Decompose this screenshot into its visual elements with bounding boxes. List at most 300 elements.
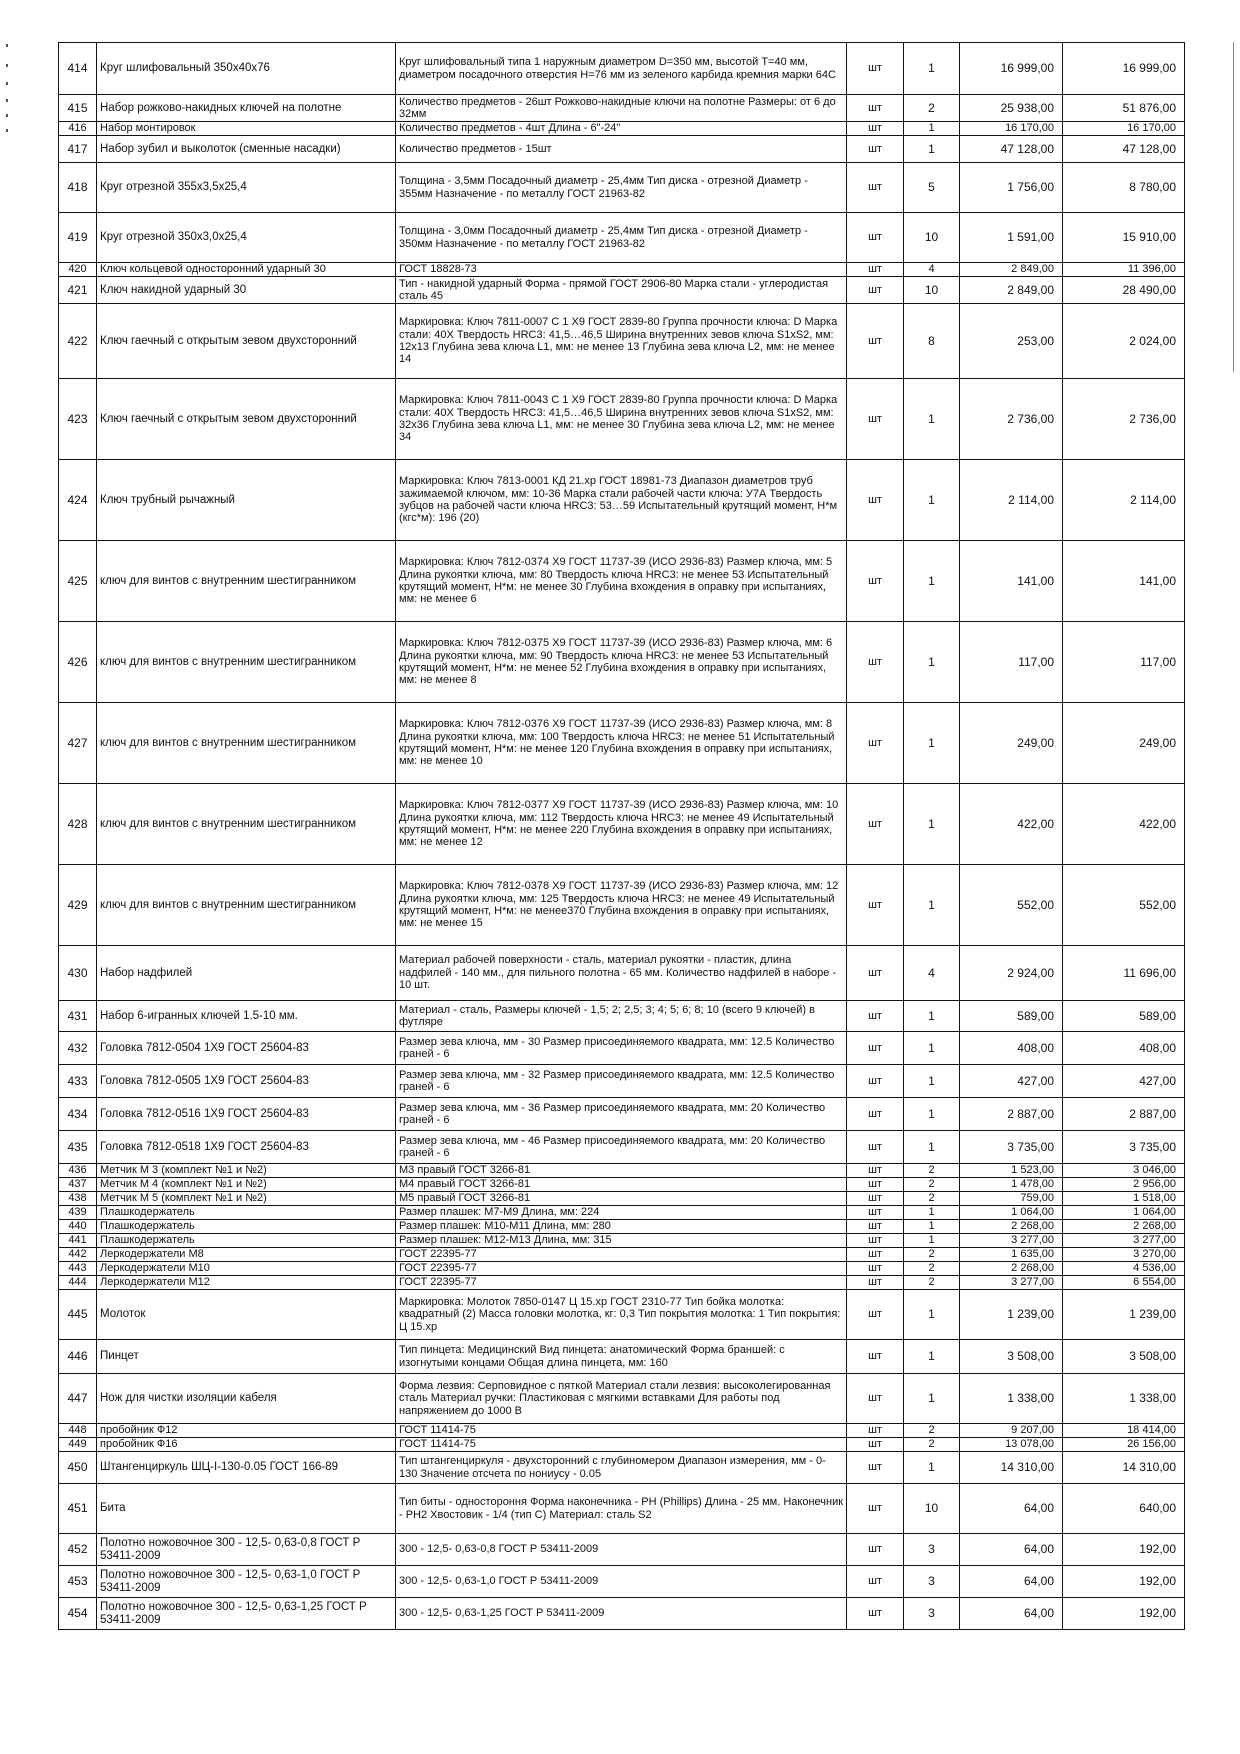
table-row xyxy=(59,163,1185,213)
row-number: 419 xyxy=(59,213,97,263)
quantity: 1 xyxy=(904,1098,960,1131)
unit-of-measure: шт xyxy=(847,1192,904,1206)
unit-of-measure: шт xyxy=(847,1178,904,1192)
unit-price: 1 523,00 xyxy=(960,1164,1063,1178)
item-name: Метчик М 4 (комплект №1 и №2) xyxy=(97,1178,396,1192)
item-description: Размер зева ключа, мм - 32 Размер присоединяемого квадрата, мм: 12.5 Количество граней - 6 xyxy=(396,1065,847,1098)
item-name: Круг шлифовальный 350х40х76 xyxy=(97,43,396,95)
item-name: Штангенциркуль ШЦ-I-130-0.05 ГОСТ 166-89 xyxy=(97,1452,396,1484)
line-total: 26 156,00 xyxy=(1063,1438,1185,1452)
unit-of-measure: шт xyxy=(847,213,904,263)
line-total: 1 338,00 xyxy=(1063,1374,1185,1424)
unit-price: 3 277,00 xyxy=(960,1276,1063,1290)
table-row xyxy=(59,1065,1185,1098)
line-total: 15 910,00 xyxy=(1063,213,1185,263)
table-row xyxy=(59,1276,1185,1290)
item-name: Плашкодержатель xyxy=(97,1206,396,1220)
item-name: Метчик М 5 (комплект №1 и №2) xyxy=(97,1192,396,1206)
line-total: 117,00 xyxy=(1063,622,1185,703)
item-description: Круг шлифовальный типа 1 наружным диаметром D=350 мм, высотой T=40 мм, диаметром посадочного отверстия H=76 мм из зеленого карбида кремния марки 64С xyxy=(396,43,847,95)
item-description: Маркировка: Ключ 7812-0376 Х9 ГОСТ 11737-39 (ИСО 2936-83) Размер ключа, мм: 8 Длина рукоятки ключа, мм: 100 Твердость ключа HRC3: не менее 51 Испытательный крутящий момент, Н*м: не менее 120 Глубина вхождения в оправку при испытаниях, мм: не менее 10 xyxy=(396,703,847,784)
quantity: 1 xyxy=(904,43,960,95)
unit-price: 2 887,00 xyxy=(960,1098,1063,1131)
unit-price: 1 239,00 xyxy=(960,1290,1063,1340)
row-number: 431 xyxy=(59,1001,97,1032)
item-name: ключ для винтов с внутренним шестигранником xyxy=(97,784,396,865)
unit-price: 1 064,00 xyxy=(960,1206,1063,1220)
line-total: 3 270,00 xyxy=(1063,1248,1185,1262)
unit-of-measure: шт xyxy=(847,1206,904,1220)
unit-price: 64,00 xyxy=(960,1484,1063,1534)
unit-price: 2 924,00 xyxy=(960,946,1063,1001)
quantity: 2 xyxy=(904,1192,960,1206)
line-total: 18 414,00 xyxy=(1063,1424,1185,1438)
quantity: 1 xyxy=(904,460,960,541)
row-number: 451 xyxy=(59,1484,97,1534)
table-row xyxy=(59,1534,1185,1566)
item-description: Маркировка: Ключ 7812-0374 Х9 ГОСТ 11737-39 (ИСО 2936-83) Размер ключа, мм: 5 Длина рукоятки ключа, мм: 80 Твердость ключа HRC3: не менее 53 Испытательный крутящий момент, Н*м: не менее 30 Глубина вхождения в оправку при испытаниях, мм: не менее 6 xyxy=(396,541,847,622)
unit-price: 2 268,00 xyxy=(960,1220,1063,1234)
quantity: 1 xyxy=(904,1452,960,1484)
line-total: 1 518,00 xyxy=(1063,1192,1185,1206)
item-description: Размер плашек: М10-М11 Длина, мм: 280 xyxy=(396,1220,847,1234)
item-description: М4 правый ГОСТ 3266-81 xyxy=(396,1178,847,1192)
quantity: 1 xyxy=(904,1065,960,1098)
row-number: 435 xyxy=(59,1131,97,1164)
unit-price: 25 938,00 xyxy=(960,95,1063,122)
unit-of-measure: шт xyxy=(847,1131,904,1164)
unit-price: 13 078,00 xyxy=(960,1438,1063,1452)
quantity: 3 xyxy=(904,1566,960,1598)
item-name: Плашкодержатель xyxy=(97,1234,396,1248)
row-number: 445 xyxy=(59,1290,97,1340)
item-description: ГОСТ 22395-77 xyxy=(396,1276,847,1290)
item-description: ГОСТ 11414-75 xyxy=(396,1438,847,1452)
unit-of-measure: шт xyxy=(847,1374,904,1424)
item-name: Плашкодержатель xyxy=(97,1220,396,1234)
table-row xyxy=(59,460,1185,541)
item-name: Набор монтировок xyxy=(97,122,396,136)
table-row xyxy=(59,703,1185,784)
line-total: 2 887,00 xyxy=(1063,1098,1185,1131)
line-total: 47 128,00 xyxy=(1063,136,1185,163)
item-name: Набор рожково-накидных ключей на полотне xyxy=(97,95,396,122)
table-row xyxy=(59,213,1185,263)
item-description: Тип биты - одностороння Форма наконечника - PH (Phillips) Длина - 25 мм. Наконечник - PH2 Хвостовик - 1/4 (тип C) Материал: сталь S2 xyxy=(396,1484,847,1534)
quantity: 3 xyxy=(904,1534,960,1566)
table-row xyxy=(59,1131,1185,1164)
table-row xyxy=(59,946,1185,1001)
scan-edge-line xyxy=(1233,42,1234,372)
item-name: Нож для чистки изоляции кабеля xyxy=(97,1374,396,1424)
row-number: 420 xyxy=(59,263,97,277)
quantity: 3 xyxy=(904,1598,960,1630)
table-row xyxy=(59,43,1185,95)
unit-of-measure: шт xyxy=(847,460,904,541)
row-number: 425 xyxy=(59,541,97,622)
line-total: 589,00 xyxy=(1063,1001,1185,1032)
unit-price: 2 114,00 xyxy=(960,460,1063,541)
quantity: 4 xyxy=(904,946,960,1001)
unit-price: 427,00 xyxy=(960,1065,1063,1098)
item-name: Набор 6-игранных ключей 1.5-10 мм. xyxy=(97,1001,396,1032)
item-name: Полотно ножовочное 300 - 12,5- 0,63-1,25 ГОСТ Р 53411-2009 xyxy=(97,1598,396,1630)
quantity: 1 xyxy=(904,784,960,865)
line-total: 11 396,00 xyxy=(1063,263,1185,277)
line-total: 51 876,00 xyxy=(1063,95,1185,122)
unit-price: 16 170,00 xyxy=(960,122,1063,136)
line-total: 1 239,00 xyxy=(1063,1290,1185,1340)
row-number: 449 xyxy=(59,1438,97,1452)
line-total: 3 277,00 xyxy=(1063,1234,1185,1248)
unit-of-measure: шт xyxy=(847,163,904,213)
quantity: 10 xyxy=(904,277,960,304)
unit-price: 64,00 xyxy=(960,1566,1063,1598)
item-description: Размер зева ключа, мм - 46 Размер присоединяемого квадрата, мм: 20 Количество граней - 6 xyxy=(396,1131,847,1164)
item-name: Головка 7812-0505 1Х9 ГОСТ 25604-83 xyxy=(97,1065,396,1098)
quantity: 1 xyxy=(904,136,960,163)
line-total: 3 046,00 xyxy=(1063,1164,1185,1178)
item-name: Леркодержатели М10 xyxy=(97,1262,396,1276)
item-name: Ключ кольцевой односторонний ударный 30 xyxy=(97,263,396,277)
scan-artifact xyxy=(6,44,10,144)
table-row xyxy=(59,1001,1185,1032)
line-total: 6 554,00 xyxy=(1063,1276,1185,1290)
table-row xyxy=(59,122,1185,136)
quantity: 10 xyxy=(904,1484,960,1534)
quantity: 8 xyxy=(904,304,960,379)
item-description: Материал рабочей поверхности - сталь, материал рукоятки - пластик, длина надфилей - 140 мм., для пильного полотна - 65 мм. Количество надфилей в наборе - 10 шт. xyxy=(396,946,847,1001)
row-number: 436 xyxy=(59,1164,97,1178)
table-row xyxy=(59,304,1185,379)
quantity: 1 xyxy=(904,703,960,784)
row-number: 414 xyxy=(59,43,97,95)
quantity: 1 xyxy=(904,1374,960,1424)
unit-price: 1 478,00 xyxy=(960,1178,1063,1192)
item-name: Леркодержатели М12 xyxy=(97,1276,396,1290)
unit-price: 1 635,00 xyxy=(960,1248,1063,1262)
row-number: 434 xyxy=(59,1098,97,1131)
item-name: Ключ гаечный с открытым зевом двухсторонний xyxy=(97,379,396,460)
item-name: Ключ накидной ударный 30 xyxy=(97,277,396,304)
table-row xyxy=(59,622,1185,703)
row-number: 437 xyxy=(59,1178,97,1192)
table-row xyxy=(59,1484,1185,1534)
unit-price: 64,00 xyxy=(960,1534,1063,1566)
unit-of-measure: шт xyxy=(847,1566,904,1598)
item-description: ГОСТ 11414-75 xyxy=(396,1424,847,1438)
item-name: Леркодержатели М8 xyxy=(97,1248,396,1262)
row-number: 442 xyxy=(59,1248,97,1262)
line-total: 2 268,00 xyxy=(1063,1220,1185,1234)
row-number: 432 xyxy=(59,1032,97,1065)
item-description: Материал - сталь, Размеры ключей - 1,5; 2; 2,5; 3; 4; 5; 6; 8; 10 (всего 9 ключей) в футляре xyxy=(396,1001,847,1032)
item-description: Количество предметов - 26шт Рожково-накидные ключи на полотне Размеры: от 6 до 32мм xyxy=(396,95,847,122)
unit-of-measure: шт xyxy=(847,1484,904,1534)
unit-price: 249,00 xyxy=(960,703,1063,784)
row-number: 418 xyxy=(59,163,97,213)
line-total: 14 310,00 xyxy=(1063,1452,1185,1484)
line-total: 422,00 xyxy=(1063,784,1185,865)
line-total: 1 064,00 xyxy=(1063,1206,1185,1220)
unit-price: 422,00 xyxy=(960,784,1063,865)
row-number: 427 xyxy=(59,703,97,784)
item-description: Размер плашек: М7-М9 Длина, мм: 224 xyxy=(396,1206,847,1220)
table-row xyxy=(59,1164,1185,1178)
row-number: 433 xyxy=(59,1065,97,1098)
unit-of-measure: шт xyxy=(847,43,904,95)
unit-of-measure: шт xyxy=(847,1276,904,1290)
item-description: М5 правый ГОСТ 3266-81 xyxy=(396,1192,847,1206)
item-description: Маркировка: Ключ 7811-0007 С 1 Х9 ГОСТ 2839-80 Группа прочности ключа: D Марка стали: 40Х Твердость HRC3: 41,5…46,5 Ширина внутренних зевов ключа S1хS2, мм: 12х13 Глубина зева ключа L1, мм: не менее 13 Глубина зева ключа L2, мм: не менее 14 xyxy=(396,304,847,379)
quantity: 2 xyxy=(904,1438,960,1452)
row-number: 428 xyxy=(59,784,97,865)
unit-price: 589,00 xyxy=(960,1001,1063,1032)
item-description: ГОСТ 22395-77 xyxy=(396,1262,847,1276)
row-number: 429 xyxy=(59,865,97,946)
quantity: 1 xyxy=(904,1001,960,1032)
unit-of-measure: шт xyxy=(847,1234,904,1248)
item-description: Маркировка: Ключ 7813-0001 КД 21.хр ГОСТ 18981-73 Диапазон диаметров труб зажимаемой ключом, мм: 10-36 Марка стали рабочей части ключа: У7А Твердость зубцов на рабочей части ключа HRC3: 53…59 Испытательный крутящий момент, Н*м (кгс*м): 196 (20) xyxy=(396,460,847,541)
item-name: Головка 7812-0518 1Х9 ГОСТ 25604-83 xyxy=(97,1131,396,1164)
quantity: 1 xyxy=(904,1206,960,1220)
unit-price: 2 736,00 xyxy=(960,379,1063,460)
table-row xyxy=(59,1438,1185,1452)
unit-of-measure: шт xyxy=(847,122,904,136)
quantity: 1 xyxy=(904,1032,960,1065)
table-row xyxy=(59,1262,1185,1276)
line-total: 16 999,00 xyxy=(1063,43,1185,95)
unit-of-measure: шт xyxy=(847,1065,904,1098)
unit-of-measure: шт xyxy=(847,1164,904,1178)
unit-of-measure: шт xyxy=(847,1098,904,1131)
item-description: Толщина - 3,5мм Посадочный диаметр - 25,4мм Тип диска - отрезной Диаметр - 355мм Назначение - по металлу ГОСТ 21963-82 xyxy=(396,163,847,213)
line-total: 3 508,00 xyxy=(1063,1340,1185,1374)
quantity: 1 xyxy=(904,1290,960,1340)
unit-price: 3 277,00 xyxy=(960,1234,1063,1248)
unit-price: 2 268,00 xyxy=(960,1262,1063,1276)
item-name: Полотно ножовочное 300 - 12,5- 0,63-0,8 ГОСТ Р 53411-2009 xyxy=(97,1534,396,1566)
quantity: 4 xyxy=(904,263,960,277)
line-total: 192,00 xyxy=(1063,1566,1185,1598)
item-description: Размер зева ключа, мм - 30 Размер присоединяемого квадрата, мм: 12.5 Количество граней - 6 xyxy=(396,1032,847,1065)
table-row xyxy=(59,1178,1185,1192)
item-name: Полотно ножовочное 300 - 12,5- 0,63-1,0 ГОСТ Р 53411-2009 xyxy=(97,1566,396,1598)
item-name: Бита xyxy=(97,1484,396,1534)
row-number: 446 xyxy=(59,1340,97,1374)
table-row xyxy=(59,1340,1185,1374)
row-number: 440 xyxy=(59,1220,97,1234)
row-number: 426 xyxy=(59,622,97,703)
unit-price: 141,00 xyxy=(960,541,1063,622)
item-description: Толщина - 3,0мм Посадочный диаметр - 25,4мм Тип диска - отрезной Диаметр - 350мм Назначение - по металлу ГОСТ 21963-82 xyxy=(396,213,847,263)
quantity: 1 xyxy=(904,1340,960,1374)
unit-of-measure: шт xyxy=(847,1424,904,1438)
unit-of-measure: шт xyxy=(847,1262,904,1276)
line-total: 427,00 xyxy=(1063,1065,1185,1098)
unit-price: 1 338,00 xyxy=(960,1374,1063,1424)
item-description: 300 - 12,5- 0,63-0,8 ГОСТ Р 53411-2009 xyxy=(396,1534,847,1566)
item-name: ключ для винтов с внутренним шестигранником xyxy=(97,622,396,703)
unit-of-measure: шт xyxy=(847,95,904,122)
table-row xyxy=(59,541,1185,622)
line-total: 11 696,00 xyxy=(1063,946,1185,1001)
row-number: 444 xyxy=(59,1276,97,1290)
item-description: 300 - 12,5- 0,63-1,25 ГОСТ Р 53411-2009 xyxy=(396,1598,847,1630)
item-description: Маркировка: Ключ 7811-0043 С 1 Х9 ГОСТ 2839-80 Группа прочности ключа: D Марка стали: 40Х Твердость HRC3: 41,5…46,5 Ширина внутренних зевов ключа S1хS2, мм: 32х36 Глубина зева ключа L1, мм: не менее 30 Глубина зева ключа L2, мм: не менее 34 xyxy=(396,379,847,460)
row-number: 416 xyxy=(59,122,97,136)
unit-of-measure: шт xyxy=(847,1438,904,1452)
unit-of-measure: шт xyxy=(847,1032,904,1065)
table-row xyxy=(59,1374,1185,1424)
item-name: Молоток xyxy=(97,1290,396,1340)
item-name: Головка 7812-0516 1Х9 ГОСТ 25604-83 xyxy=(97,1098,396,1131)
line-total: 8 780,00 xyxy=(1063,163,1185,213)
table-row xyxy=(59,1206,1185,1220)
line-total: 408,00 xyxy=(1063,1032,1185,1065)
item-description: Тип - накидной ударный Форма - прямой ГОСТ 2906-80 Марка стали - углеродистая сталь 45 xyxy=(396,277,847,304)
item-name: пробойник Ф12 xyxy=(97,1424,396,1438)
row-number: 415 xyxy=(59,95,97,122)
item-description: Размер плашек: М12-М13 Длина, мм: 315 xyxy=(396,1234,847,1248)
unit-price: 253,00 xyxy=(960,304,1063,379)
quantity: 2 xyxy=(904,95,960,122)
item-description: Количество предметов - 15шт xyxy=(396,136,847,163)
unit-price: 47 128,00 xyxy=(960,136,1063,163)
table-row xyxy=(59,1032,1185,1065)
quantity: 1 xyxy=(904,379,960,460)
line-total: 192,00 xyxy=(1063,1598,1185,1630)
table-row xyxy=(59,95,1185,122)
unit-price: 2 849,00 xyxy=(960,263,1063,277)
row-number: 430 xyxy=(59,946,97,1001)
quantity: 1 xyxy=(904,1234,960,1248)
row-number: 441 xyxy=(59,1234,97,1248)
quantity: 1 xyxy=(904,1220,960,1234)
unit-price: 16 999,00 xyxy=(960,43,1063,95)
item-description: Маркировка: Молоток 7850-0147 Ц 15.хр ГОСТ 2310-77 Тип бойка молотка: квадратный (2) Масса головки молотка, кг: 0,3 Тип покрытия молотка: 1 Тип покрытия: Ц 15.хр xyxy=(396,1290,847,1340)
line-total: 192,00 xyxy=(1063,1534,1185,1566)
unit-price: 552,00 xyxy=(960,865,1063,946)
unit-price: 1 591,00 xyxy=(960,213,1063,263)
quantity: 2 xyxy=(904,1164,960,1178)
unit-price: 408,00 xyxy=(960,1032,1063,1065)
unit-of-measure: шт xyxy=(847,1220,904,1234)
line-total: 552,00 xyxy=(1063,865,1185,946)
table-row xyxy=(59,379,1185,460)
row-number: 421 xyxy=(59,277,97,304)
line-total: 141,00 xyxy=(1063,541,1185,622)
table-row xyxy=(59,136,1185,163)
unit-price: 9 207,00 xyxy=(960,1424,1063,1438)
quantity: 2 xyxy=(904,1178,960,1192)
item-description: Маркировка: Ключ 7812-0377 Х9 ГОСТ 11737-39 (ИСО 2936-83) Размер ключа, мм: 10 Длина рукоятки ключа, мм: 112 Твердость ключа HRC3: не менее 49 Испытательный крутящий момент, Н*м: не менее 220 Глубина вхождения в оправку при испытаниях, мм: не менее 12 xyxy=(396,784,847,865)
table-row xyxy=(59,1098,1185,1131)
unit-of-measure: шт xyxy=(847,946,904,1001)
item-name: Набор надфилей xyxy=(97,946,396,1001)
table-row xyxy=(59,1248,1185,1262)
unit-price: 759,00 xyxy=(960,1192,1063,1206)
item-description: 300 - 12,5- 0,63-1,0 ГОСТ Р 53411-2009 xyxy=(396,1566,847,1598)
quantity: 1 xyxy=(904,622,960,703)
table-row xyxy=(59,1234,1185,1248)
row-number: 448 xyxy=(59,1424,97,1438)
unit-of-measure: шт xyxy=(847,1452,904,1484)
item-name: Круг отрезной 350х3,0х25,4 xyxy=(97,213,396,263)
row-number: 453 xyxy=(59,1566,97,1598)
unit-price: 64,00 xyxy=(960,1598,1063,1630)
row-number: 423 xyxy=(59,379,97,460)
item-name: ключ для винтов с внутренним шестигранником xyxy=(97,703,396,784)
item-description: ГОСТ 22395-77 xyxy=(396,1248,847,1262)
line-total: 640,00 xyxy=(1063,1484,1185,1534)
item-description: М3 правый ГОСТ 3266-81 xyxy=(396,1164,847,1178)
unit-price: 14 310,00 xyxy=(960,1452,1063,1484)
row-number: 447 xyxy=(59,1374,97,1424)
quantity: 5 xyxy=(904,163,960,213)
item-description: Тип штангенциркуля - двухсторонний с глубиномером Диапазон измерения, мм - 0-130 Значение отсчета по нониусу - 0.05 xyxy=(396,1452,847,1484)
table-row xyxy=(59,1598,1185,1630)
unit-of-measure: шт xyxy=(847,784,904,865)
line-total: 2 024,00 xyxy=(1063,304,1185,379)
unit-price: 3 735,00 xyxy=(960,1131,1063,1164)
row-number: 422 xyxy=(59,304,97,379)
line-total: 249,00 xyxy=(1063,703,1185,784)
quantity: 2 xyxy=(904,1248,960,1262)
row-number: 443 xyxy=(59,1262,97,1276)
line-total: 3 735,00 xyxy=(1063,1131,1185,1164)
quantity: 1 xyxy=(904,865,960,946)
table-row xyxy=(59,1220,1185,1234)
quantity: 10 xyxy=(904,213,960,263)
item-description: Количество предметов - 4шт Длина - 6"-24" xyxy=(396,122,847,136)
row-number: 417 xyxy=(59,136,97,163)
line-total: 2 956,00 xyxy=(1063,1178,1185,1192)
row-number: 454 xyxy=(59,1598,97,1630)
unit-of-measure: шт xyxy=(847,304,904,379)
quantity: 1 xyxy=(904,541,960,622)
unit-price: 117,00 xyxy=(960,622,1063,703)
item-name: ключ для винтов с внутренним шестигранником xyxy=(97,541,396,622)
unit-price: 1 756,00 xyxy=(960,163,1063,213)
item-name: Круг отрезной 355х3,5х25,4 xyxy=(97,163,396,213)
item-name: Метчик М 3 (комплект №1 и №2) xyxy=(97,1164,396,1178)
table-row xyxy=(59,1290,1185,1340)
row-number: 450 xyxy=(59,1452,97,1484)
item-name: пробойник Ф16 xyxy=(97,1438,396,1452)
unit-of-measure: шт xyxy=(847,541,904,622)
row-number: 424 xyxy=(59,460,97,541)
specification-rows xyxy=(59,43,1185,1630)
quantity: 2 xyxy=(904,1276,960,1290)
item-name: Ключ трубный рычажный xyxy=(97,460,396,541)
item-description: Маркировка: Ключ 7812-0378 Х9 ГОСТ 11737-39 (ИСО 2936-83) Размер ключа, мм: 12 Длина рукоятки ключа, мм: 125 Твердость ключа HRC3: не менее 49 Испытательный крутящий момент, Н*м: не менее370 Глубина вхождения в оправку при испытаниях, мм: не менее 15 xyxy=(396,865,847,946)
table-row xyxy=(59,277,1185,304)
row-number: 439 xyxy=(59,1206,97,1220)
table-row xyxy=(59,1566,1185,1598)
item-name: Ключ гаечный с открытым зевом двухсторонний xyxy=(97,304,396,379)
line-total: 2 114,00 xyxy=(1063,460,1185,541)
unit-of-measure: шт xyxy=(847,263,904,277)
row-number: 438 xyxy=(59,1192,97,1206)
item-name: Набор зубил и выколоток (сменные насадки) xyxy=(97,136,396,163)
table-row xyxy=(59,263,1185,277)
quantity: 2 xyxy=(904,1262,960,1276)
unit-of-measure: шт xyxy=(847,1001,904,1032)
row-number: 452 xyxy=(59,1534,97,1566)
quantity: 1 xyxy=(904,122,960,136)
unit-of-measure: шт xyxy=(847,136,904,163)
